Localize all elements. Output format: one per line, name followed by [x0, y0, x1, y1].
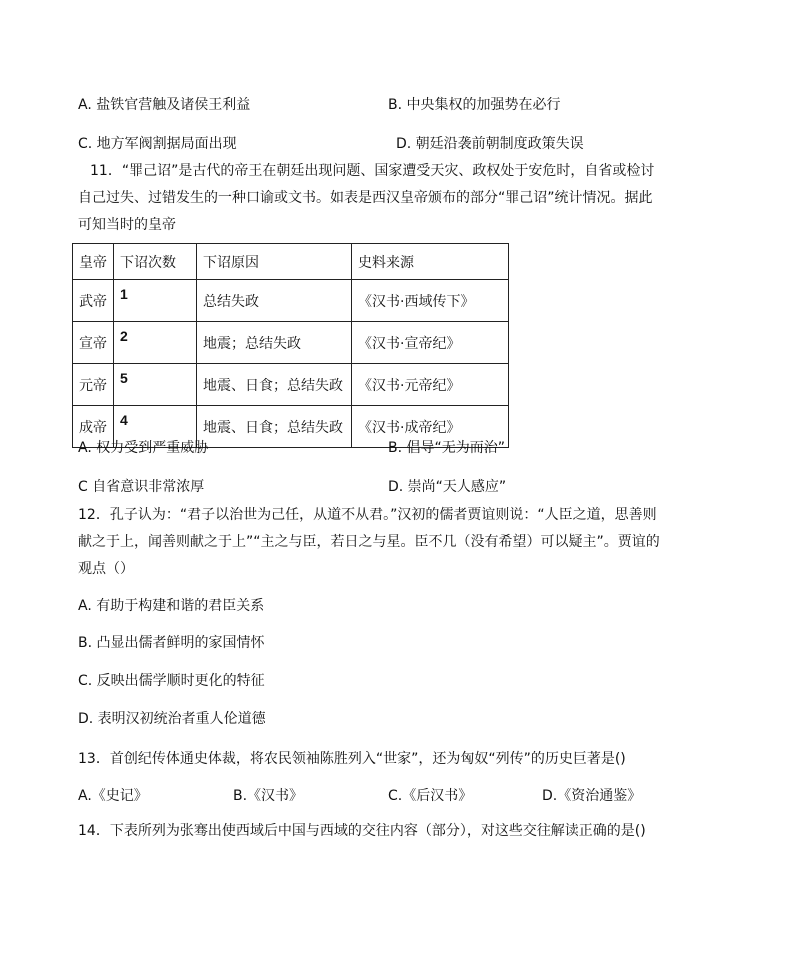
option-d[interactable]: D. 表明汉初统治者重人伦道德: [78, 711, 266, 727]
edict-table: [72, 243, 509, 448]
table-header-row: [73, 244, 509, 280]
option-a[interactable]: A. 盐铁官营触及诸侯王利益: [78, 97, 251, 113]
table-cell: 宣帝: [73, 322, 114, 364]
table-cell: 《汉书·元帝纪》: [352, 364, 509, 406]
column-header: 史料来源: [352, 244, 509, 280]
option-b[interactable]: B. 凸显出儒者鲜明的家国情怀: [78, 635, 265, 651]
option-b[interactable]: B. 中央集权的加强势在必行: [388, 97, 561, 113]
table-cell: 《汉书·西域传下》: [352, 280, 509, 322]
column-header: 下诏原因: [197, 244, 352, 280]
table-row: [73, 280, 509, 322]
option-a[interactable]: A.《史记》: [78, 788, 148, 804]
option-d[interactable]: D. 崇尚“天人感应”: [388, 479, 507, 495]
question-text: 献之于上，闻善则献之于上”“主之与臣，若日之与星。臣不几（没有希望）可以疑主”。贾谊的: [78, 534, 660, 550]
table-cell: 地震；总结失政: [197, 322, 352, 364]
option-b[interactable]: B. 倡导“无为而治”: [388, 440, 506, 456]
table-cell: 成帝: [73, 406, 114, 448]
question-text: 11．“罪己诏”是古代的帝王在朝廷出现问题、国家遭受天灾、政权处于安危时，自省或检讨: [90, 163, 655, 179]
table-cell: 《汉书·成帝纪》: [352, 406, 509, 448]
table-cell: 5: [114, 364, 197, 406]
option-c[interactable]: C. 地方军阀割据局面出现: [78, 136, 237, 152]
table-cell: 总结失政: [197, 280, 352, 322]
option-d[interactable]: D. 朝廷沿袭前朝制度政策失误: [396, 136, 584, 152]
option-d[interactable]: D.《资治通鉴》: [542, 788, 642, 804]
table-cell: 4: [114, 406, 197, 448]
table-cell: 地震、日食；总结失政: [197, 406, 352, 448]
question-text: 观点（）: [78, 561, 134, 577]
table-cell: 地震、日食；总结失政: [197, 364, 352, 406]
table-row: [73, 322, 509, 364]
column-header: 下诏次数: [114, 244, 197, 280]
option-c[interactable]: C.《后汉书》: [388, 788, 473, 804]
column-header: 皇帝: [73, 244, 114, 280]
table-row: [73, 364, 509, 406]
question-text: 自己过失、过错发生的一种口谕或文书。如表是西汉皇帝颁布的部分“罪己诏”统计情况。据此: [78, 190, 653, 206]
question-text: 13．首创纪传体通史体裁，将农民领袖陈胜列入“世家”，还为匈奴“列传”的历史巨著是(): [78, 751, 626, 767]
option-a[interactable]: A. 权力受到严重威胁: [78, 440, 209, 456]
question-text: 14．下表所列为张骞出使西域后中国与西域的交往内容（部分），对这些交往解读正确的是(): [78, 823, 646, 839]
table-cell: 2: [114, 322, 197, 364]
option-a[interactable]: A. 有助于构建和谐的君臣关系: [78, 598, 265, 614]
option-c[interactable]: C 自省意识非常浓厚: [78, 479, 205, 495]
table-cell: 《汉书·宣帝纪》: [352, 322, 509, 364]
table-cell: 1: [114, 280, 197, 322]
question-text: 12．孔子认为：“君子以治世为己任，从道不从君。”汉初的儒者贾谊则说：“人臣之道，思善则: [78, 507, 657, 523]
question-text: 可知当时的皇帝: [78, 217, 176, 233]
option-c[interactable]: C. 反映出儒学顺时更化的特征: [78, 673, 265, 689]
option-b[interactable]: B.《汉书》: [233, 788, 304, 804]
table-cell: 武帝: [73, 280, 114, 322]
table-cell: 元帝: [73, 364, 114, 406]
